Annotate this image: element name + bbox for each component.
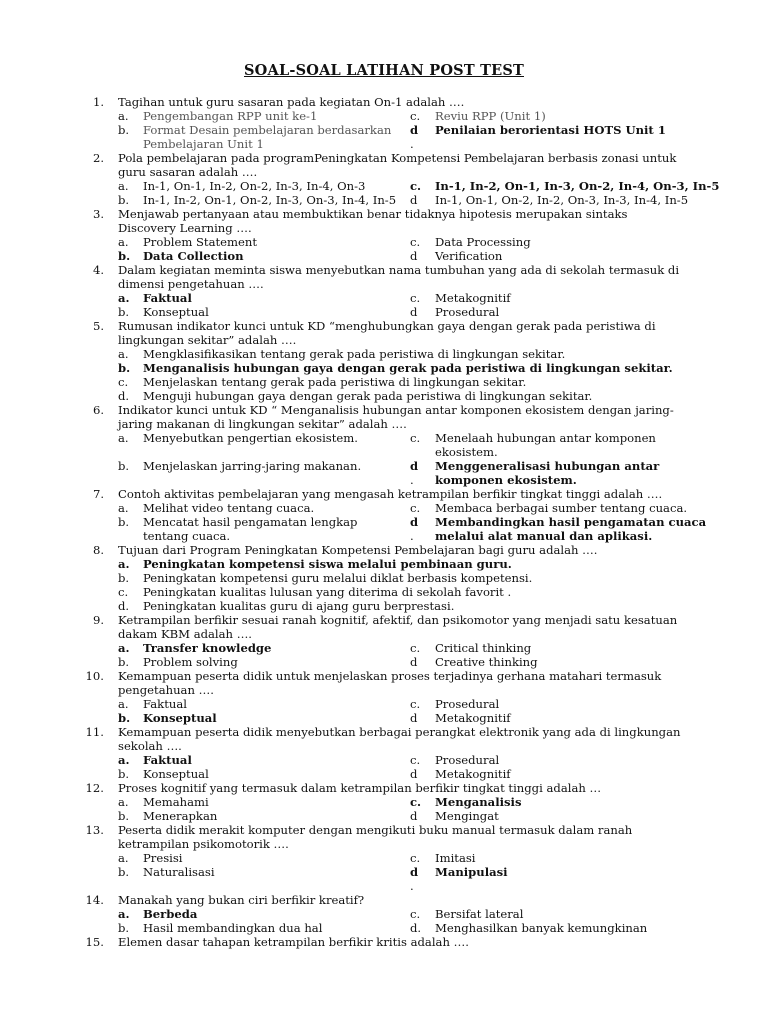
question-text: Tagihan untuk guru sasaran pada kegiatan On-1 adalah ….	[118, 95, 465, 109]
question-text: Kemampuan peserta didik untuk menjelaskan proses terjadinya gerhana matahari termasuk pengetahuan ….	[118, 669, 662, 697]
question-number: 4.	[92, 263, 104, 277]
option-dot: .	[410, 529, 414, 543]
question-number: 8.	[92, 543, 104, 557]
document-page: SOAL-SOAL LATIHAN POST TEST 1. Tagihan untuk guru sasaran pada kegiatan On-1 adalah …. a. Pengembangan RPP unit ke-1 c. Reviu RPP (Unit 1) b. Format Desain pembelajaran berdasarkan Pembelajaran Unit 1 d Penilaian berorientasi HOTS Unit 1 . 2. Pola pembelajaran pada programPeningkatan Kompetensi Pembelajaran berbasis zonasi untuk guru sasaran adalah …. a. In-1, On-1, In-2, On-2, In-3, In-4, On-3 c. In-1, In-2, On-1, In-3, On-2, In-4, On-3, In-5 b. In-1, In-2, On-1, On-2, In-3, On-3, In-4, In-5 d In-1, On-1, On-2, In-2, On-3, In-3, In-4, In-5 3. Menjawab pertanyaan atau membuktikan benar tidaknya hipotesis merupakan sintaks Discovery Learning …. a. Problem Statement c. Data Processing b. Data Collection d Verification 4. Dalam kegiatan meminta siswa menyebutkan nama tumbuhan yang ada di sekolah termasuk di dimensi pengetahuan …. a. Faktual c. Metakognitif b. Konseptual d Prosedural 5. Rumusan indikator kunci untuk KD “menghubungkan gaya dengan gerak pada peristiwa di lingkungan sekitar” adalah …. a. Mengklasifikasikan tentang gerak pada peristiwa di lingkungan sekitar. b. Menganalisis hubungan gaya dengan gerak pada peristiwa di lingkungan sekitar. c. Menjelaskan tentang gerak pada peristiwa di lingkungan sekitar. d. Menguji hubungan gaya dengan gerak pada peristiwa di lingkungan sekitar. 6. Indikator kunci untuk KD “ Menganalisis hubungan antar komponen ekosistem dengan jaring-jaring makanan di lingkungan sekitar” adalah …. a. Menyebutkan pengertian ekosistem. c. Menelaah hubungan antar komponen ekosistem. b. Menjelaskan jarring-jaring makanan. d Menggeneralisasi hubungan antar komponen ekosistem. . 7. Contoh aktivitas pembelajaran yang mengasah ketrampilan berfikir tingkat tinggi adalah …. a. Melihat video tentang cuaca. c. Membaca berbagai sumber tentang cuaca. b. Mencatat hasil pengamatan lengkap tentang cuaca. d Membandingkan hasil pengamatan cuaca melalui alat manual dan aplikasi. . 8. Tujuan dari Program Peningkatan Kompetensi Pembelajaran bagi guru adalah …. a. Peningkatan kompetensi siswa melalui pembinaan guru. b. Peningkatan kompetensi guru melalui diklat berbasis kompetensi. c. Peningkatan kualitas lulusan yang diterima di sekolah favorit . d. Peningkatan kualitas guru di ajang guru berprestasi. 9. Ketrampilan berfikir sesuai ranah kognitif, afektif, dan psikomotor yang menjadi satu kesatuan dakam KBM adalah …. a. Transfer knowledge c. Critical thinking b. Problem solving d Creative thinking 10. Kemampuan peserta didik untuk menjelaskan proses terjadinya gerhana matahari termasuk pengetahuan …. a. Faktual c. Prosedural b. Konseptual d Metakognitif 11. Kemampuan peserta didik menyebutkan berbagai perangkat elektronik yang ada di lingkungan sekolah …. a. Faktual c. Prosedural b. Konseptual d Metakognitif 12. Proses kognitif yang termasuk dalam ketrampilan berfikir tingkat tinggi adalah … a. Memahami c. Menganalisis b. Menerapkan d Mengingat 13. Peserta didik merakit komputer dengan mengikuti buku manual termasuk dalam ranah ketrampilan psikomotorik …. a. Presisi c. Imitasi b. Naturalisasi d Manipulasi . 14. Manakah yang bukan ciri berfikir kreatif? a. Berbeda c. Bersifat lateral b. Hasil membandingkan dua hal d. Menghasilkan banyak kemungkinan 15. Elemen dasar tahapan ketrampilan berfikir kritis adalah ….	[0, 0, 768, 1024]
question-text: Peserta didik merakit komputer dengan mengikuti buku manual termasuk dalam ranah ketrampilan psikomotorik ….	[118, 823, 633, 851]
option-dot: .	[410, 473, 414, 487]
question-text: Menjawab pertanyaan atau membuktikan benar tidaknya hipotesis merupakan sintaks Discovery Learning ….	[118, 207, 628, 235]
option-dot: .	[410, 879, 414, 893]
question-number: 6.	[92, 403, 104, 417]
question-text: Tujuan dari Program Peningkatan Kompetensi Pembelajaran bagi guru adalah ….	[118, 543, 598, 557]
question-number: 11.	[85, 725, 104, 739]
question-number: 13.	[85, 823, 104, 837]
question-number: 14.	[85, 893, 104, 907]
question-text: Kemampuan peserta didik menyebutkan berbagai perangkat elektronik yang ada di lingkungan sekolah ….	[118, 725, 681, 753]
question-number: 1.	[92, 95, 104, 109]
question-text: Manakah yang bukan ciri berfikir kreatif?	[118, 893, 365, 907]
question-text: Proses kognitif yang termasuk dalam ketrampilan berfikir tingkat tinggi adalah …	[118, 781, 602, 795]
question-number: 3.	[92, 207, 104, 221]
question-number: 12.	[85, 781, 104, 795]
question-text: Elemen dasar tahapan ketrampilan berfikir kritis adalah ….	[118, 935, 469, 949]
page-title: SOAL-SOAL LATIHAN POST TEST	[244, 62, 524, 79]
option-dot: .	[410, 137, 414, 151]
question-number: 5.	[92, 319, 104, 333]
question-number: 9.	[92, 613, 104, 627]
question-text: Pola pembelajaran pada programPeningkatan Kompetensi Pembelajaran berbasis zonasi untuk guru sasaran adalah ….	[118, 151, 677, 179]
question-text: Indikator kunci untuk KD “ Menganalisis hubungan antar komponen ekosistem dengan jaring-jaring makanan di lingkungan sekitar” adalah ….	[118, 403, 674, 431]
question-number: 2.	[92, 151, 104, 165]
question-number: 10.	[85, 669, 104, 683]
question-text: Ketrampilan berfikir sesuai ranah kognitif, afektif, dan psikomotor yang menjadi satu kesatuan dakam KBM adalah ….	[118, 613, 678, 641]
question-text: Rumusan indikator kunci untuk KD “menghubungkan gaya dengan gerak pada peristiwa di lingkungan sekitar” adalah ….	[118, 319, 656, 347]
question-text: Dalam kegiatan meminta siswa menyebutkan nama tumbuhan yang ada di sekolah termasuk di dimensi pengetahuan ….	[118, 263, 680, 291]
question-number: 15.	[85, 935, 104, 949]
question-number: 7.	[92, 487, 104, 501]
question-text: Contoh aktivitas pembelajaran yang mengasah ketrampilan berfikir tingkat tinggi adalah ….	[118, 487, 663, 501]
